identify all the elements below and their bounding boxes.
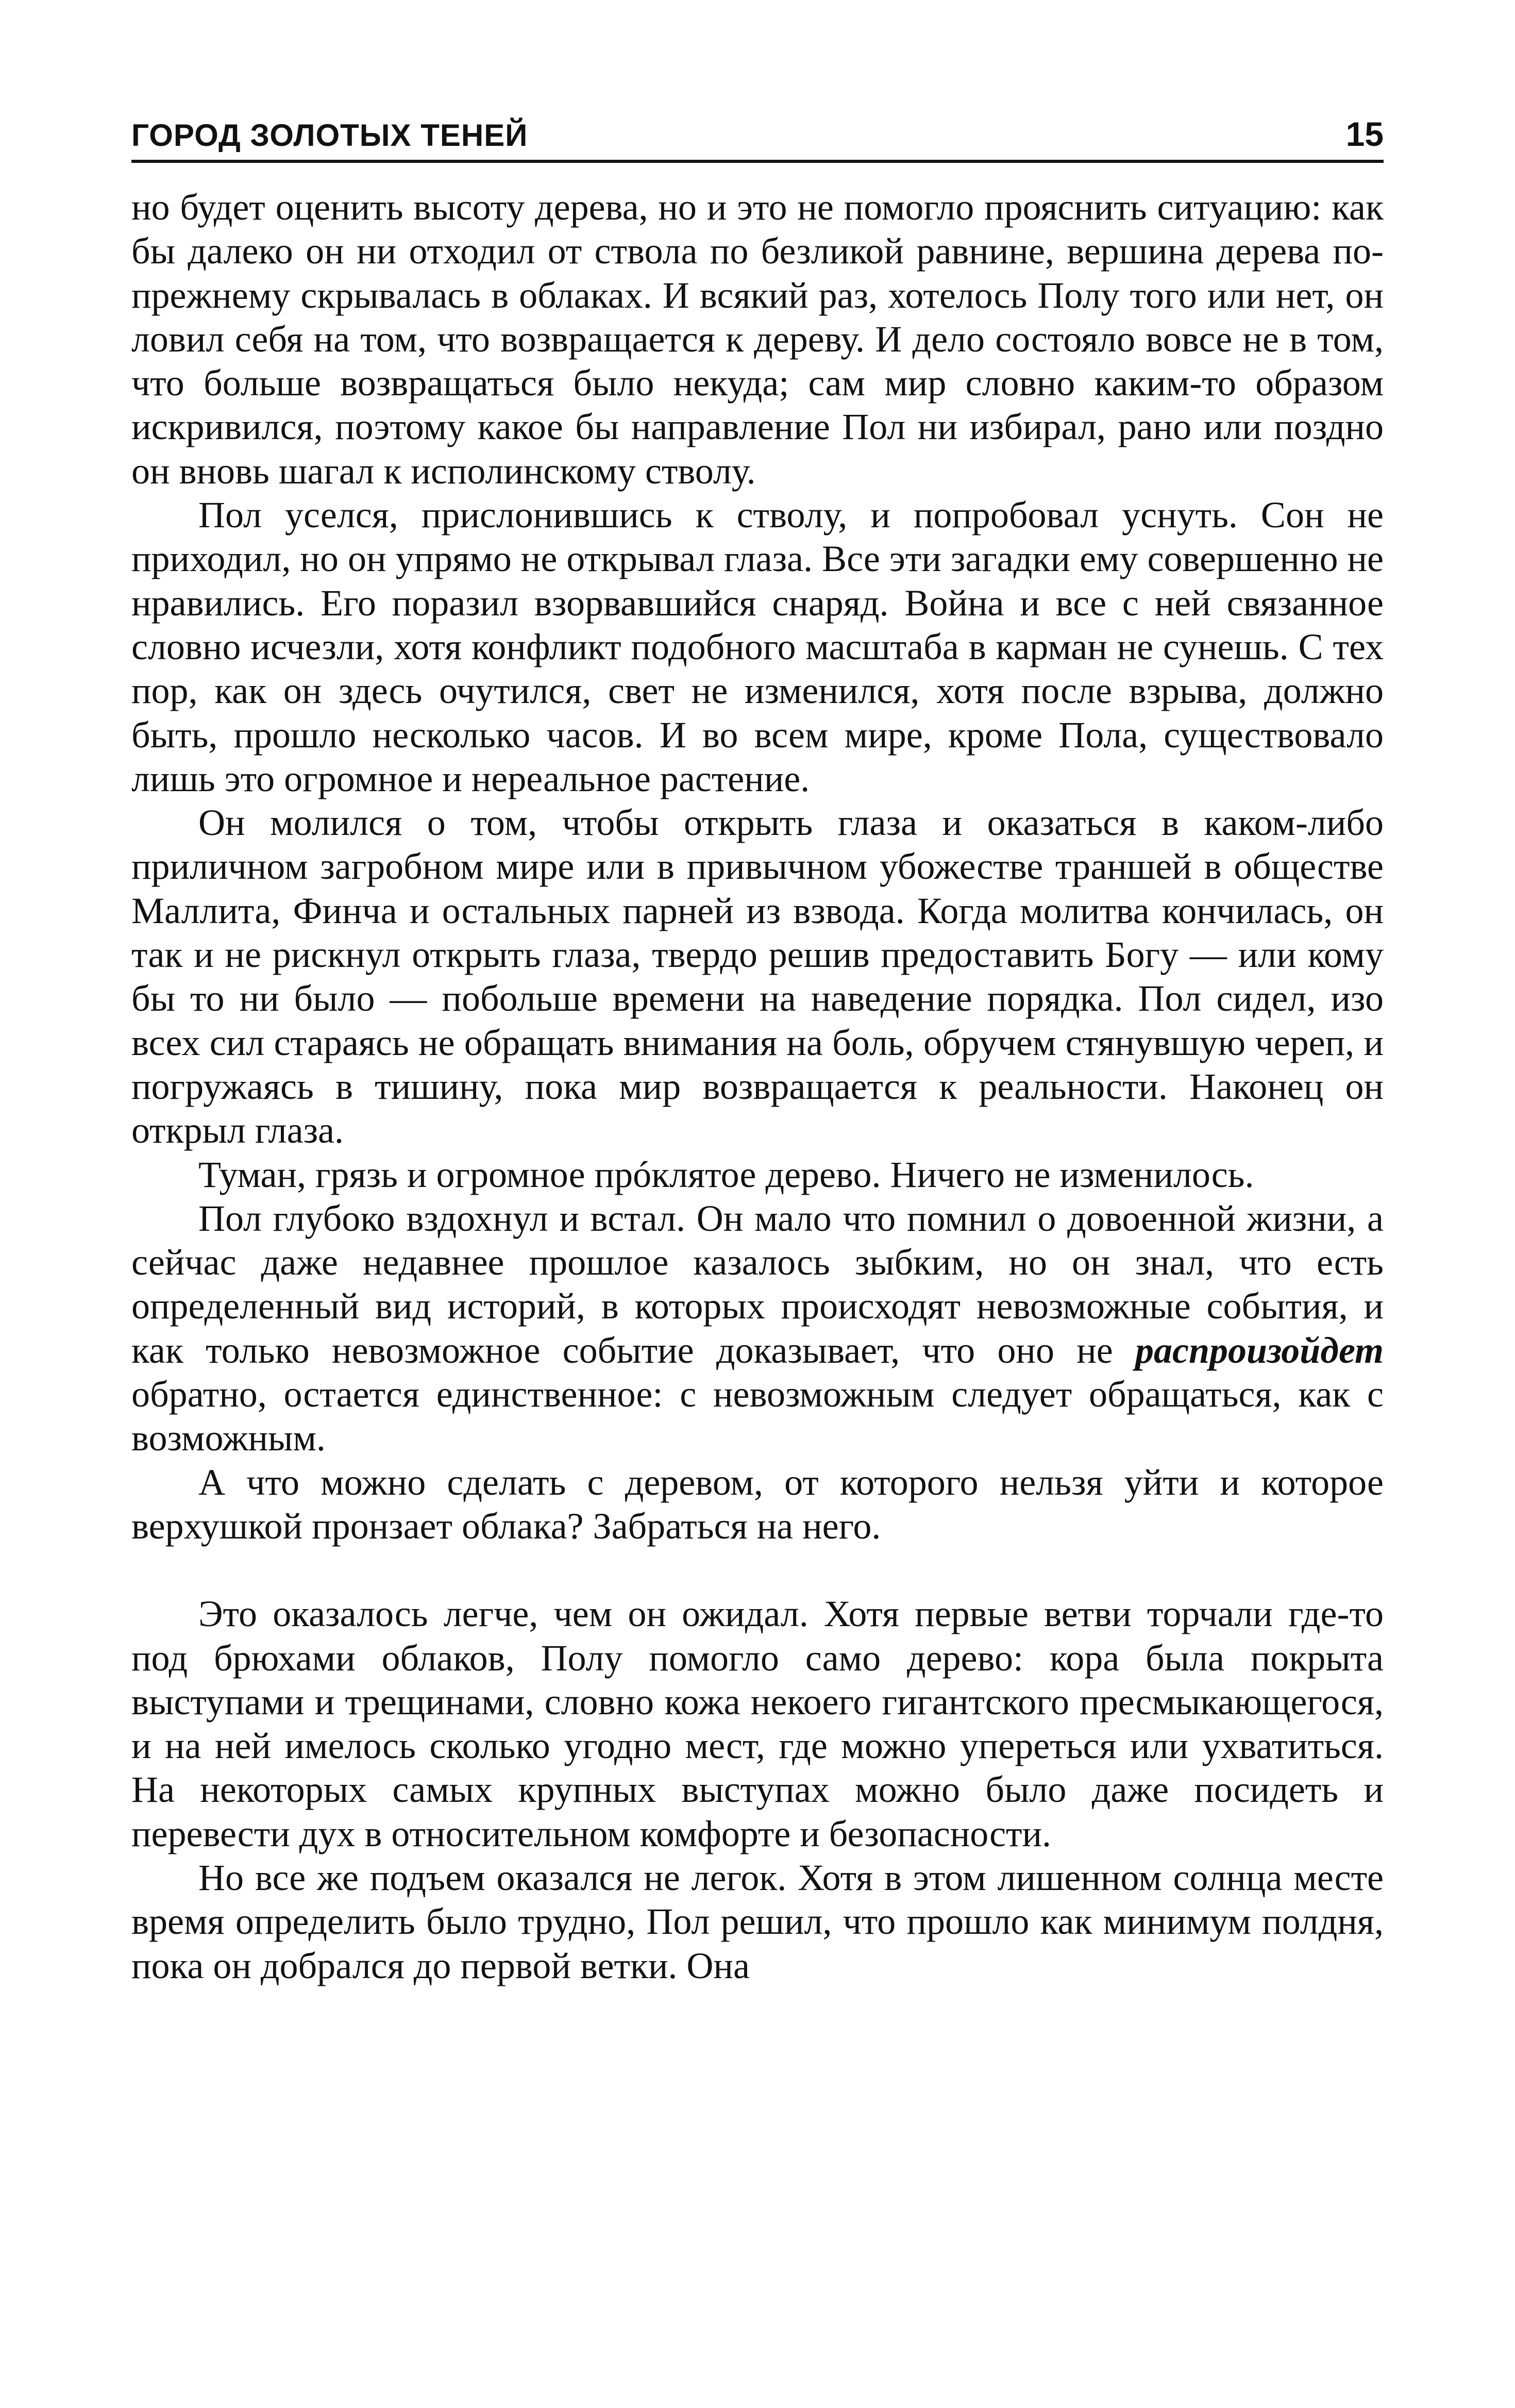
paragraph-4: Туман, грязь и огромное прóклятое дерево. Ничего не изменилось. bbox=[198, 1153, 1254, 1195]
paragraph-5 bbox=[131, 1197, 1384, 1461]
running-title: ГОРОД ЗОЛОТЫХ ТЕНЕЙ bbox=[131, 118, 528, 153]
paragraph-1: но будет оценить высоту дерева, но и это не помогло прояснить ситуацию: как бы далеко он ни отходил от ствола по безликой равнине, вершина дерева по-прежнему скрывалась в облаках. И всякий раз, хотелось Полу того или нет, он ловил себя на том, что возвращается к дереву. И дело состояло вовсе не в том, что больше возвращаться было некуда; сам мир словно каким-то образом искривился, поэтому какое бы направление Пол ни избирал, рано или поздно он вновь шагал к исполинскому стволу. bbox=[131, 187, 1384, 492]
book-page bbox=[131, 103, 1384, 2319]
italic-word: распроизойдет bbox=[1135, 1329, 1384, 1371]
page-number: 15 bbox=[1345, 115, 1384, 153]
paragraph-7: Это оказалось легче, чем он ожидал. Хотя первые ветви торчали где-то под брюхами облаков, Полу помогло само дерево: кора была покрыта выступами и трещинами, словно кожа некоего гигантского пресмыкающегося, и на ней имелось сколько угодно мест, где можно упереться или ухватиться. На некоторых самых крупных выступах можно было даже посидеть и перевести дух в относительном комфорте и безопасности. bbox=[131, 1593, 1384, 1854]
paragraph-8: Но все же подъем оказался не легок. Хотя в этом лишенном солнца месте время определить было трудно, Пол решил, что прошло как минимум полдня, пока он добрался до первой ветки. Она bbox=[131, 1857, 1384, 1986]
paragraph-3: Он молился о том, чтобы открыть глаза и оказаться в каком-либо приличном загробном мире или в привычном убожестве траншей в обществе Маллита, Финча и остальных парней из взвода. Когда молитва кончилась, он так и не рискнул открыть глаза, твердо решив предоставить Богу — или кому бы то ни было — побольше времени на наведение порядка. Пол сидел, изо всех сил стараясь не обращать внимания на боль, обручем стянувшую череп, и погружаясь в тишину, пока мир возвращается к реальности. Наконец он открыл глаза. bbox=[131, 802, 1384, 1151]
paragraph-5-text-after: обратно, остается единственное: с невозможным следует обращаться, как с возможным. bbox=[131, 1374, 1384, 1459]
paragraph-2: Пол уселся, прислонившись к стволу, и попробовал уснуть. Сон не приходил, но он упрямо не открывал глаза. Все эти загадки ему совершенно не нравились. Его поразил взорвавшийся снаряд. Война и все с ней связанное словно исчезли, хотя конфликт подобного масштаба в карман не сунешь. С тех пор, как он здесь очутился, свет не изменился, хотя после взрыва, должно быть, прошло несколько часов. И во всем мире, кроме Пола, существовало лишь это огромное и нереальное растение. bbox=[131, 494, 1384, 799]
body-text bbox=[131, 186, 1384, 1988]
paragraph-6: А что можно сделать с деревом, от которого нельзя уйти и которое верхушкой пронзает облака? Забраться на него. bbox=[131, 1461, 1384, 1547]
running-header bbox=[131, 103, 1384, 163]
paragraph-5-text-before: Пол глубоко вздохнул и встал. Он мало что помнил о довоенной жизни, а сейчас даже недавнее прошлое казалось зыбким, но он знал, что есть определенный вид историй, в которых происходят невозможные события, и как только невозможное событие доказывает, что оно не bbox=[131, 1197, 1384, 1371]
